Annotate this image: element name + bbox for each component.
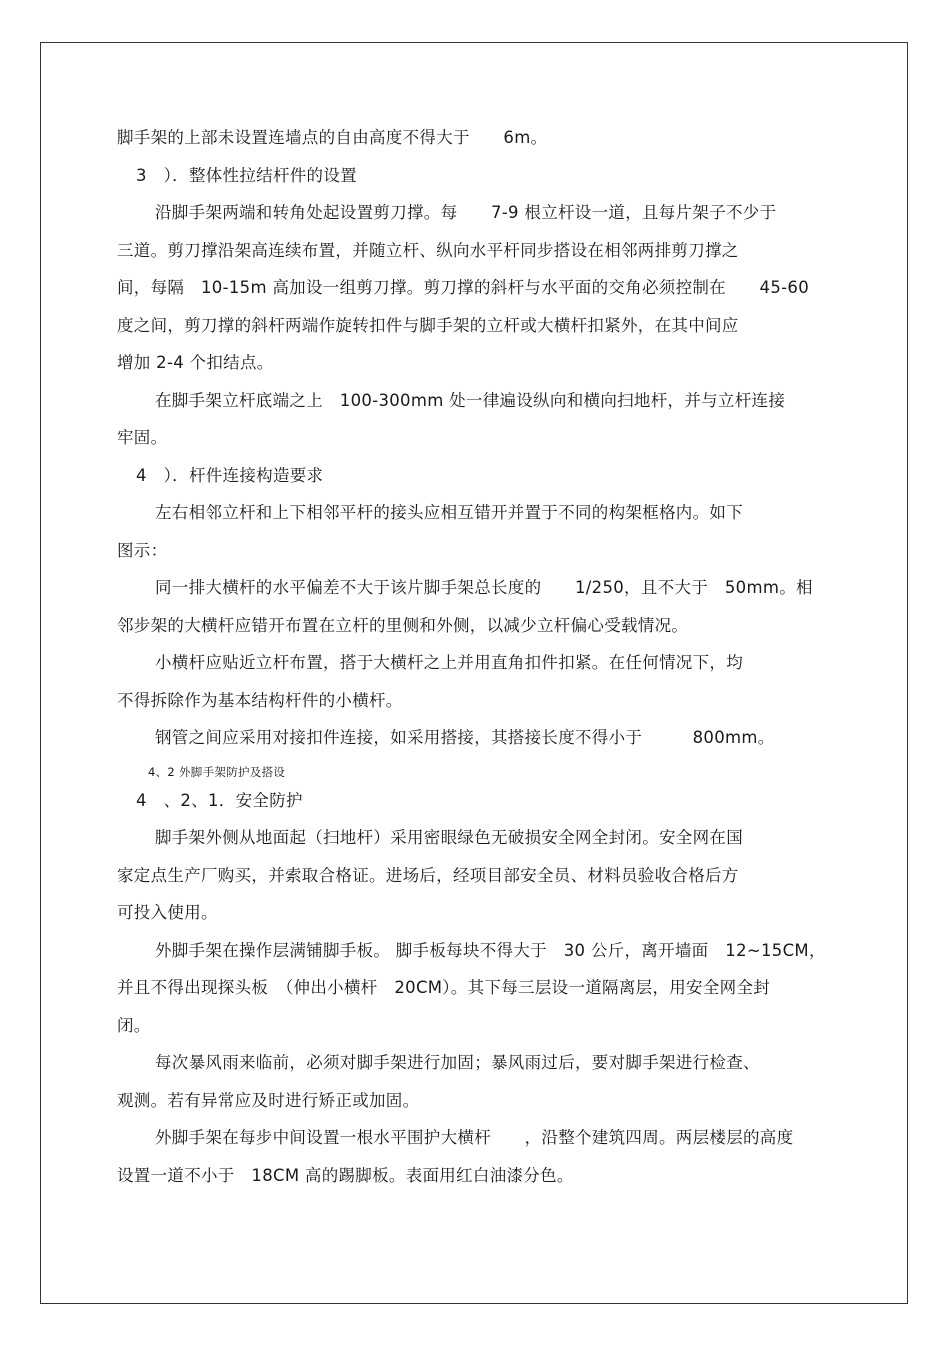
text-line: 设置一道不小于 18CM 高的踢脚板。表面用红白油漆分色。	[117, 1166, 574, 1185]
text-line: 可投入使用。	[117, 903, 218, 922]
text-line: 不得拆除作为基本结构杆件的小横杆。	[117, 691, 403, 710]
text-line: 小横杆应贴近立杆布置，搭于大横杆之上并用直角扣件扣紧。在任何情况下，均	[155, 653, 743, 672]
text-line: 钢管之间应采用对接扣件连接，如采用搭接，其搭接长度不得小于 800mm。	[155, 728, 775, 747]
text-line: 左右相邻立杆和上下相邻平杆的接头应相互错开并置于不同的构架框格内。如下	[155, 503, 743, 522]
subsection-heading: 4、2 外脚手架防护及搭设	[148, 765, 286, 779]
text-line: 图示：	[117, 541, 168, 560]
text-line: 外脚手架在每步中间设置一根水平围护大横杆 ，沿整个建筑四周。两层楼层的高度	[155, 1128, 794, 1147]
text-line: 沿脚手架两端和转角处起设置剪刀撑。每 7-9 根立杆设一道，且每片架子不少于	[155, 203, 777, 222]
text-line: 在脚手架立杆底端之上 100-300mm 处一律遍设纵向和横向扫地杆，并与立杆连接	[155, 391, 786, 410]
text-line: 闭。	[117, 1016, 151, 1035]
text-line: 同一排大横杆的水平偏差不大于该片脚手架总长度的 1/250，且不大于 50mm。相	[155, 578, 813, 597]
section-heading: 4 、2、1．安全防护	[136, 791, 303, 810]
text-line: 脚手架的上部未设置连墙点的自由高度不得大于 6m。	[117, 128, 548, 147]
text-line: 外脚手架在操作层满铺脚手板。 脚手板每块不得大于 30 公斤，离开墙面 12~15CM，	[155, 941, 826, 960]
text-line: 家定点生产厂购买，并索取合格证。进场后，经项目部安全员、材料员验收合格后方	[117, 866, 739, 885]
page-border	[40, 42, 908, 1304]
text-line: 牢固。	[117, 428, 168, 447]
text-line: 间，每隔 10-15m 高加设一组剪刀撑。剪刀撑的斜杆与水平面的交角必须控制在 45-60	[117, 278, 810, 297]
text-line: 脚手架外侧从地面起（扫地杆）采用密眼绿色无破损安全网全封闭。安全网在国	[155, 828, 743, 847]
text-line: 三道。剪刀撑沿架高连续布置，并随立杆、纵向水平杆同步搭设在相邻两排剪刀撑之	[117, 241, 739, 260]
text-line: 并且不得出现探头板 （伸出小横杆 20CM）。其下每三层设一道隔离层，用安全网全封	[117, 978, 771, 997]
text-line: 观测。若有异常应及时进行矫正或加固。	[117, 1091, 420, 1110]
section-heading: 4 ）．杆件连接构造要求	[136, 466, 324, 485]
text-line: 邻步架的大横杆应错开布置在立杆的里侧和外侧，以减少立杆偏心受载情况。	[117, 616, 689, 635]
text-line: 增加 2-4 个扣结点。	[117, 353, 274, 372]
text-line: 每次暴风雨来临前，必须对脚手架进行加固；暴风雨过后，要对脚手架进行检查、	[155, 1053, 760, 1072]
section-heading: 3 ）．整体性拉结杆件的设置	[136, 166, 357, 185]
text-line: 度之间，剪刀撑的斜杆两端作旋转扣件与脚手架的立杆或大横杆扣紧外，在其中间应	[117, 316, 739, 335]
